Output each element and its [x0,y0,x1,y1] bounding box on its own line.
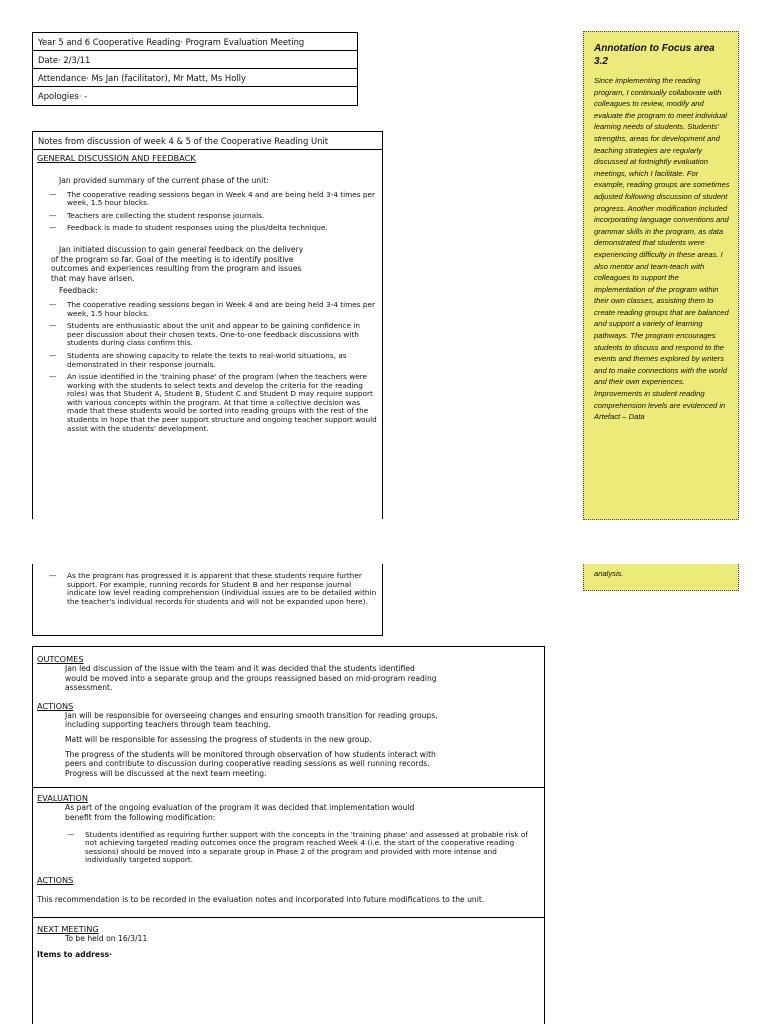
feedback-label: Feedback: [59,286,98,296]
list-item: — The cooperative reading sessions began in Week 4 and are being held 3-4 times per week, 1.5 hour blocks. [37,301,378,318]
outcomes-box [32,646,545,1024]
action-line: Jan will be responsible for overseeing changes and ensuring smooth transition for reading groups, [65,710,438,720]
action-line: The progress of the students will be monitored through observation of how students interact with [65,749,436,759]
annotation-body: Since implementing the reading program, I continually collaborate with colleagues to review, modify and evaluate the program to meet individual learning needs of students. Students' strengths, areas for development and teaching strategies are regularly discussed at fortnightly evaluation meetings, which I facilitate. For example, reading groups are sometimes adjusted following discussion of student progress. Another modification included incorporating language conventions and grammar skills in the program, as data demonstrated that students were experiencing difficulty in these areas. I also mentor and team-teach with colleagues to support the implementation of the program within their own classes, assisting them to create reading groups that are balanced and support a variety of learning pathways. The program encourages students to discuss and respond to the events and themes explored by writers and to make connections with the world and their own experiences. Improvements in student reading comprehension levels are evidenced in Artefact – Data [594,76,730,422]
evaluation-heading: EVALUATION [37,793,88,804]
outcomes-actions-heading: ACTIONS [37,700,74,711]
evaluation-list [55,831,540,865]
meeting-header-table [32,32,358,106]
summary-list [37,191,378,233]
continued-list [33,564,382,606]
notes-box [32,131,383,519]
meeting-attendance: Attendance· Ms Jan (facilitator), Mr Matt, Ms Holly [33,69,357,87]
list-item: — Students are enthusiastic about the unit and appear to be gaining confidence in peer discussion about their chosen texts. One-to-one feedback discussions with students during class confirm this. [37,322,378,348]
next-meeting-date: To be held on 16/3/11 [65,933,148,943]
paragraph-line: Jan initiated discussion to gain general feedback on the delivery [59,244,304,254]
list-item: — The cooperative reading sessions began in Week 4 and are being held 3-4 times per week, 1.5 hour blocks. [37,191,378,208]
list-item: — An issue identified in the 'training phase' of the program (when the teachers were working with the students to select texts and develop the criteria for the reading roles) was that Student A, Student B, Student C and Student D may require support with various concepts within the program. At that time a collective decision was made that these students would be sorted into reading groups with the rest of the students in hope that the peer support structure and ongoing teacher support would assist with the students' development. [37,373,378,433]
outcomes-heading: OUTCOMES [37,654,84,664]
annotation-box-continued [583,564,739,591]
notes-title: Notes from discussion of week 4 & 5 of the Cooperative Reading Unit [33,132,382,150]
outcomes-line: assessment. [65,683,113,693]
items-to-address-label: Items to address· [37,950,112,960]
list-item: — Students are showing capacity to relate the texts to real-world situations, as demonstrated in their response journals. [37,352,378,369]
feedback-list [37,301,378,433]
evaluation-actions-heading: ACTIONS [37,874,74,885]
list-item: — Feedback is made to student responses using the plus/delta technique. [37,224,378,233]
list-item: — As the program has progressed it is apparent that these students require further support. For example, running records for Student B and her response journal indicate low level reading comprehension (individual issues are to be detailed within the teacher's individual records for students and will not be expanded upon here). [37,572,378,606]
summary-intro: Jan provided summary of the current phase of the unit: [59,176,269,185]
action-line: Matt will be responsible for assessing the progress of students in the new group. [65,734,372,744]
annotation-continued-text: analysis. [594,569,624,578]
action-line: Progress will be discussed at the next team meeting. [65,768,267,778]
annotation-box [583,31,739,520]
action-line: peers and contribute to discussion during cooperative reading sessions as well running records. [65,759,430,769]
evaluation-line: benefit from the following modification: [65,812,216,822]
outcomes-line: Jan led discussion of the issue with the team and it was decided that the students identified [65,664,415,673]
paragraph-line: outcomes and experiences resulting from the program and issues [51,264,302,274]
discussion-paragraph [51,245,378,283]
outcomes-line: would be moved into a separate group and the groups reassigned based on mid-program reading [65,673,437,683]
action-line: including supporting teachers through team teaching. [65,720,271,730]
meeting-apologies: Apologies· - [38,91,88,101]
notes-box-continued [32,564,383,636]
next-meeting-section [33,918,544,960]
outcomes-section [33,647,544,778]
general-discussion-heading: GENERAL DISCUSSION AND FEEDBACK [37,153,196,163]
evaluation-line: As part of the ongoing evaluation of the program it was decided that implementation would [65,803,415,813]
evaluation-section [33,788,544,904]
annotation-title: Annotation to Focus area 3.2 [594,43,715,67]
list-item: — Teachers are collecting the student response journals. [37,212,378,221]
evaluation-actions-text: This recommendation is to be recorded in the evaluation notes and incorporated into future modifications to the unit. [37,894,485,904]
list-item: — Students identified as requiring further support with the concepts in the 'training phase' and assessed at probable risk of not achieving targeted reading outcomes once the program reached Week 4 (i.e. the start of the cooperative reading sessions) should be moved into a separate group in Phase 2 of the program and provided with more intense and individually targeted support. [55,831,540,865]
paragraph-line: of the program so far. Goal of the meeting is to identify positive [51,254,294,264]
paragraph-line: that may have arisen. [51,273,135,283]
meeting-title: Year 5 and 6 Cooperative Reading· Program Evaluation Meeting [33,33,357,51]
next-meeting-heading: NEXT MEETING [37,923,99,934]
meeting-date: Date· 2/3/11 [33,51,357,69]
